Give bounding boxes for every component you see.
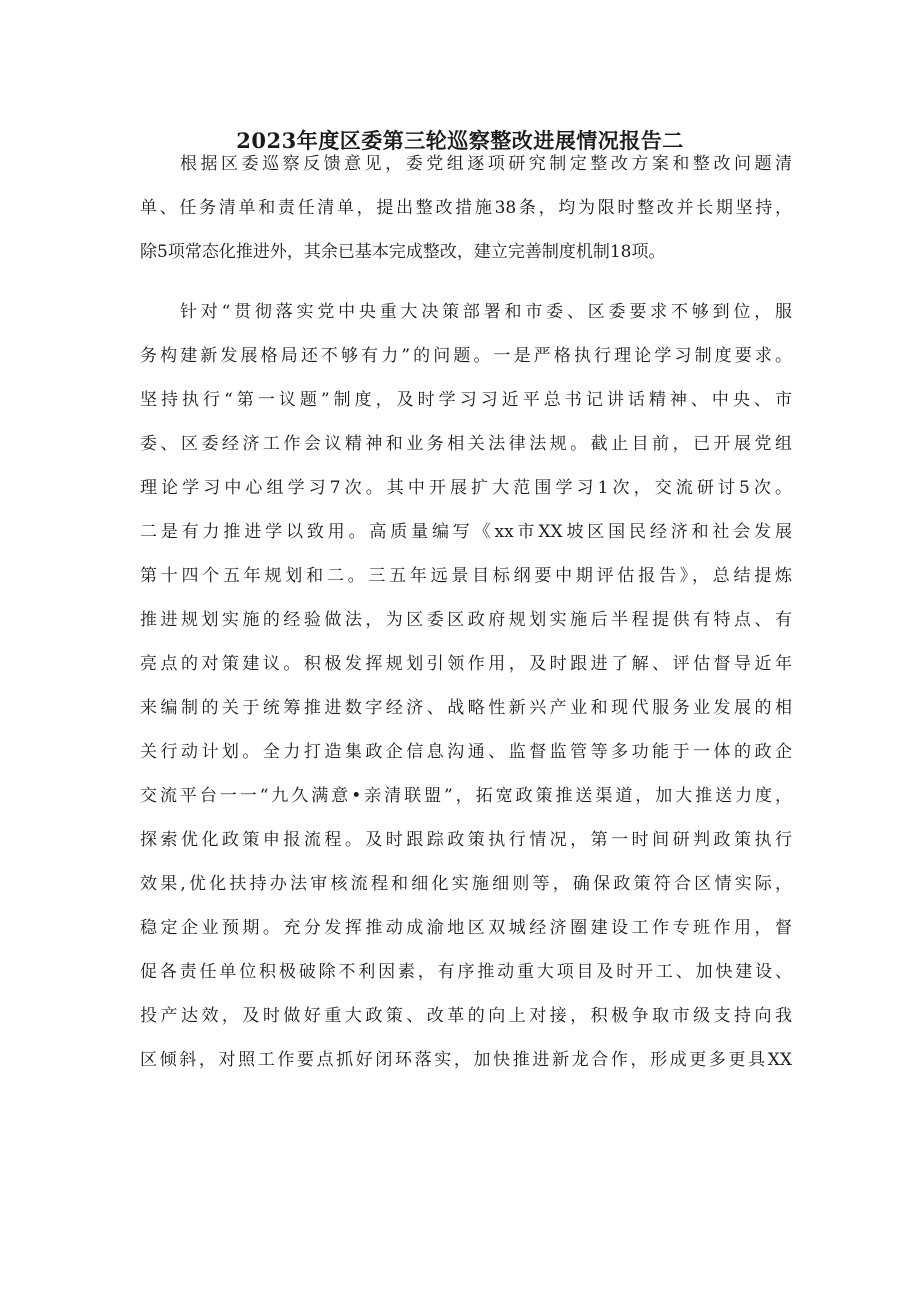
paragraph-2-line-8: 推进规划实施的经验做法，为区委区政府规划实施后半程提供有特点、有 bbox=[140, 610, 792, 630]
paragraph-1-line-2: 单、任务清单和责任清单，提出整改措施38条，均为限时整改并长期坚持， bbox=[140, 198, 792, 218]
document-title: 2023年度区委第三轮巡察整改进展情况报告二 bbox=[236, 128, 684, 153]
paragraph-2-line-10: 来编制的关于统筹推进数字经济、战略性新兴产业和现代服务业发展的相 bbox=[140, 698, 792, 718]
paragraph-2-line-18: 区倾斜，对照工作要点抓好闭环落实，加快推进新龙合作，形成更多更具XX bbox=[140, 1050, 792, 1070]
paragraph-2-line-15: 稳定企业预期。充分发挥推动成渝地区双城经济圈建设工作专班作用，督 bbox=[140, 918, 792, 938]
paragraph-2-line-7: 第十四个五年规划和二。三五年远景目标纲要中期评估报告》，总结提炼 bbox=[140, 566, 792, 586]
paragraph-2-line-13: 探索优化政策申报流程。及时跟踪政策执行情况，第一时间研判政策执行 bbox=[140, 830, 792, 850]
paragraph-2-line-11: 关行动计划。全力打造集政企信息沟通、监督监管等多功能于一体的政企 bbox=[140, 742, 792, 762]
paragraph-2-line-12: 交流平台一一“九久满意•亲清联盟”，拓宽政策推送渠道，加大推送力度， bbox=[140, 786, 792, 806]
paragraph-2-line-1: 针对“贯彻落实党中央重大决策部署和市委、区委要求不够到位，服 bbox=[180, 302, 792, 322]
paragraph-2-line-6: 二是有力推进学以致用。高质量编写《xx市XX坡区国民经济和社会发展 bbox=[140, 522, 792, 542]
paragraph-2-line-16: 促各责任单位积极破除不利因素，有序推动重大项目及时开工、加快建设、 bbox=[140, 962, 792, 982]
paragraph-1-line-3: 除5项常态化推进外，其余已基本完成整改，建立完善制度机制18项。 bbox=[140, 242, 666, 262]
paragraph-2-line-17: 投产达效，及时做好重大政策、改革的向上对接，积极争取市级支持向我 bbox=[140, 1006, 792, 1026]
paragraph-2-line-14: 效果,优化扶持办法审核流程和细化实施细则等，确保政策符合区情实际， bbox=[140, 874, 792, 894]
paragraph-2-line-3: 坚持执行“第一议题”制度，及时学习习近平总书记讲话精神、中央、市 bbox=[140, 390, 792, 410]
paragraph-2-line-4: 委、区委经济工作会议精神和业务相关法律法规。截止目前，已开展党组 bbox=[140, 434, 792, 454]
paragraph-2-line-9: 亮点的对策建议。积极发挥规划引领作用，及时跟进了解、评估督导近年 bbox=[140, 654, 792, 674]
paragraph-1-line-1: 根据区委巡察反馈意见，委党组逐项研究制定整改方案和整改问题清 bbox=[180, 154, 792, 174]
paragraph-2-line-2: 务构建新发展格局还不够有力”的问题。一是严格执行理论学习制度要求。 bbox=[140, 346, 792, 366]
paragraph-2-line-5: 理论学习中心组学习7次。其中开展扩大范围学习1次，交流研讨5次。 bbox=[140, 478, 792, 498]
